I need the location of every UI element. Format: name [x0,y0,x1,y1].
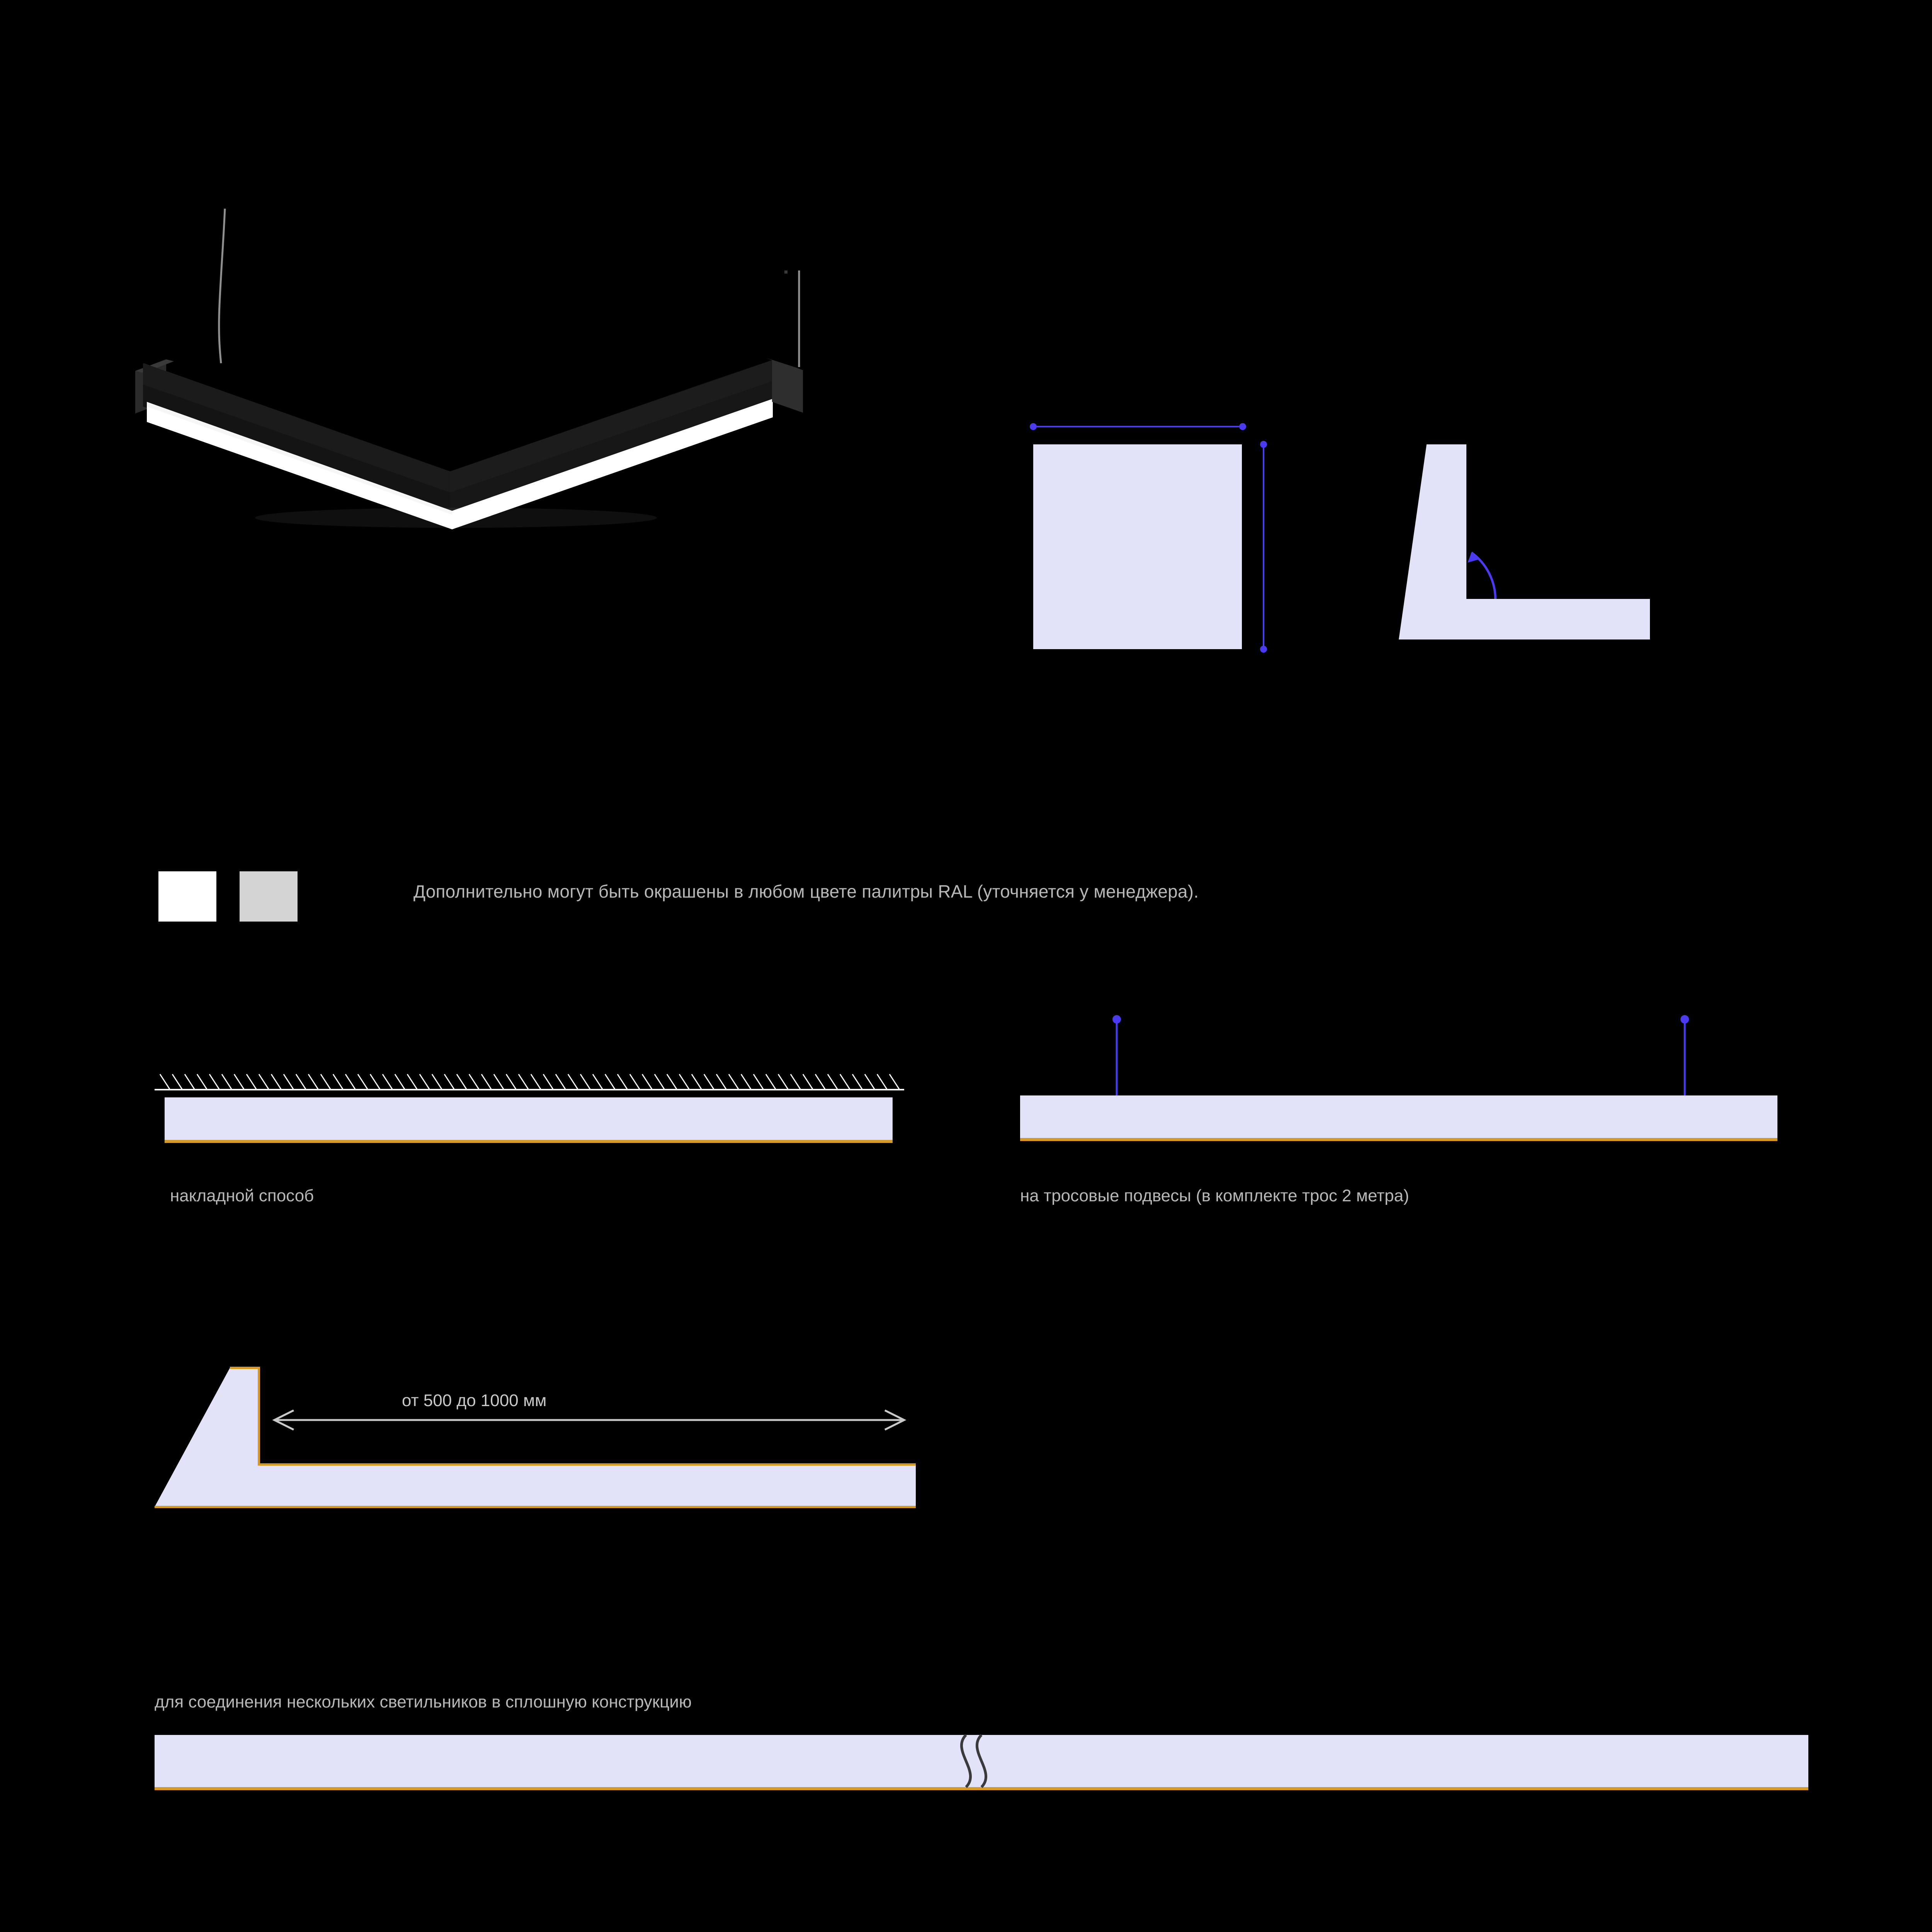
luminaire-panel [165,1097,893,1140]
length-label: от 500 до 1000 мм [402,1391,547,1410]
square-face [1033,444,1242,649]
swatch-white[interactable] [158,871,216,922]
mounting-surface-figure [155,1066,927,1314]
caption-cable-mount: на тросовые подвесы (в комплекте трос 2 метра) [1020,1186,1409,1205]
length-dimension-figure [155,1352,966,1553]
angle-shape [1399,444,1650,639]
continuous-run-figure [155,1692,1816,1847]
luminaire-panel-edge [165,1140,893,1143]
l-shaped-panel [155,1368,916,1507]
mounting-cable-figure [1020,1012,1812,1314]
ceiling-hatching [160,1074,900,1090]
corner-angle-figure [1383,437,1685,676]
luminaire-run-edge [155,1787,1808,1790]
hero-product-illustration [135,209,947,672]
cross-section-dimension-figure [1028,417,1337,680]
luminaire-panel [1020,1095,1777,1138]
right-dimension-line [1260,441,1267,653]
finish-swatch-row [158,871,1781,929]
caption-continuous-run: для соединения нескольких светильников в сплошную конструкцию [155,1692,692,1711]
length-arrow [274,1410,904,1430]
caption-surface-mount: накладной способ [170,1186,314,1205]
ral-note: Дополнительно могут быть окрашены в любом цвете палитры RAL (уточняется у менеджера). [413,881,1199,901]
swatch-grey[interactable] [240,871,298,922]
luminaire-panel-edge [1020,1138,1777,1141]
top-dimension-line [1030,423,1246,430]
suspension-cable-icon [219,209,799,367]
suspension-cable-icon [1112,1015,1689,1095]
